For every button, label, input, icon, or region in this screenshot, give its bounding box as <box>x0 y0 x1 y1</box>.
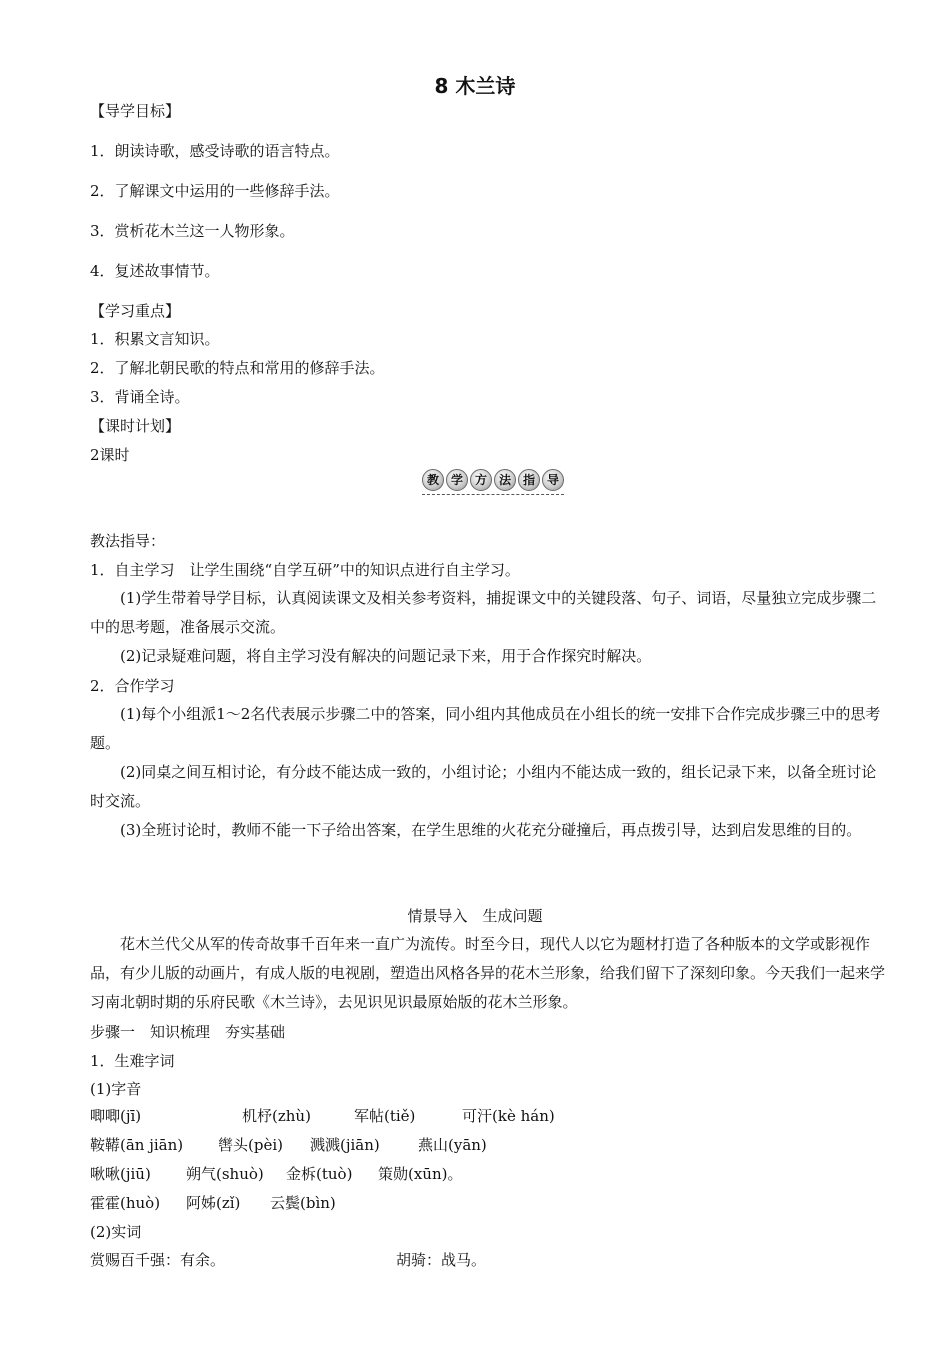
step1-heading: 步骤一 知识梳理 夯实基础 <box>90 1023 286 1041</box>
guide-goal-item: 4．复述故事情节。 <box>90 262 220 280</box>
content-word-item: 胡骑：战马。 <box>396 1251 487 1269</box>
method-paragraph: (2)记录疑难问题，将自主学习没有解决的问题记录下来，用于合作探究时解决。 <box>120 647 652 665</box>
content-word-item: 赏赐百千强：有余。 <box>90 1251 226 1269</box>
pronunciation-item: 鞍鞯(ān jiān) <box>90 1136 184 1154</box>
method-paragraph: (3)全班讨论时，教师不能一下子给出答案，在学生思维的火花充分碰撞后，再点拨引导，达到启发思维的目的。 <box>120 821 862 839</box>
key-point-item: 1．积累文言知识。 <box>90 330 220 348</box>
method-section-title: 1．自主学习 让学生围绕“自学互研”中的知识点进行自主学习。 <box>90 561 520 579</box>
guide-goal-item: 2．了解课文中运用的一些修辞手法。 <box>90 182 340 200</box>
method-paragraph: (1)学生带着导学目标，认真阅读课文及相关参考资料，捕捉课文中的关键段落、句子、词语，尽量独立完成步骤二中的思考题，准备展示交流。 <box>90 589 877 636</box>
schedule-value: 2课时 <box>90 446 130 464</box>
pronunciation-item: 溅溅(jiān) <box>310 1136 380 1154</box>
intro-heading: 情景导入 生成问题 <box>407 907 543 925</box>
method-heading: 教法指导： <box>90 532 166 550</box>
pronunciation-item: 唧唧(jī) <box>90 1107 142 1125</box>
intro-paragraph: 花木兰代父从军的传奇故事千百年来一直广为流传。时至今日，现代人以它为题材打造了各种版本的文学或影视作品，有少儿版的动画片，有成人版的电视剧，塑造出风格各异的花木兰形象，给我们留下了深刻印象。今天我们一起来学习南北朝时期的乐府民歌《木兰诗》，去见识见识最原始版的花木兰形象。 <box>90 935 886 1011</box>
guide-goal-heading: 【导学目标】 <box>90 102 181 120</box>
pronunciation-subheading: (1)字音 <box>90 1080 142 1098</box>
pronunciation-item: 辔头(pèi) <box>218 1136 283 1154</box>
content-words-subheading: (2)实词 <box>90 1223 142 1241</box>
pronunciation-item: 燕山(yān) <box>418 1136 487 1154</box>
banner-char: 导 <box>542 469 564 491</box>
banner-char: 方 <box>470 469 492 491</box>
banner-char: 指 <box>518 469 540 491</box>
banner-dashed-rule <box>422 494 564 495</box>
lesson-title: 8 木兰诗 <box>434 74 516 98</box>
schedule-heading: 【课时计划】 <box>90 417 181 435</box>
pronunciation-item: 朔气(shuò) <box>186 1165 264 1183</box>
pronunciation-item: 啾啾(jiū) <box>90 1165 151 1183</box>
pronunciation-item: 云鬓(bìn) <box>270 1194 336 1212</box>
pronunciation-item: 霍霍(huò) <box>90 1194 161 1212</box>
pronunciation-item: 阿姊(zǐ) <box>186 1194 241 1212</box>
method-paragraph: (1)每个小组派1～2名代表展示步骤二中的答案，同小组内其他成员在小组长的统一安排下合作完成步骤三中的思考题。 <box>90 705 881 752</box>
teaching-method-banner <box>422 469 564 497</box>
key-point-item: 3．背诵全诗。 <box>90 388 190 406</box>
method-paragraph: (2)同桌之间互相讨论，有分歧不能达成一致的，小组讨论；小组内不能达成一致的，组长记录下来，以备全班讨论时交流。 <box>90 763 877 810</box>
guide-goal-item: 3．赏析花木兰这一人物形象。 <box>90 222 295 240</box>
vocab-subheading: 1．生难字词 <box>90 1052 175 1070</box>
key-points-heading: 【学习重点】 <box>90 302 181 320</box>
pronunciation-item: 金柝(tuò) <box>286 1165 353 1183</box>
pronunciation-item: 军帖(tiě) <box>354 1107 416 1125</box>
key-point-item: 2．了解北朝民歌的特点和常用的修辞手法。 <box>90 359 385 377</box>
banner-char: 学 <box>446 469 468 491</box>
pronunciation-item: 策勋(xūn)。 <box>378 1165 463 1183</box>
banner-char: 法 <box>494 469 516 491</box>
pronunciation-item: 机杼(zhù) <box>242 1107 311 1125</box>
guide-goal-item: 1．朗读诗歌，感受诗歌的语言特点。 <box>90 142 340 160</box>
banner-char: 教 <box>422 469 444 491</box>
pronunciation-item: 可汗(kè hán) <box>462 1107 555 1125</box>
method-section-title: 2．合作学习 <box>90 677 175 695</box>
